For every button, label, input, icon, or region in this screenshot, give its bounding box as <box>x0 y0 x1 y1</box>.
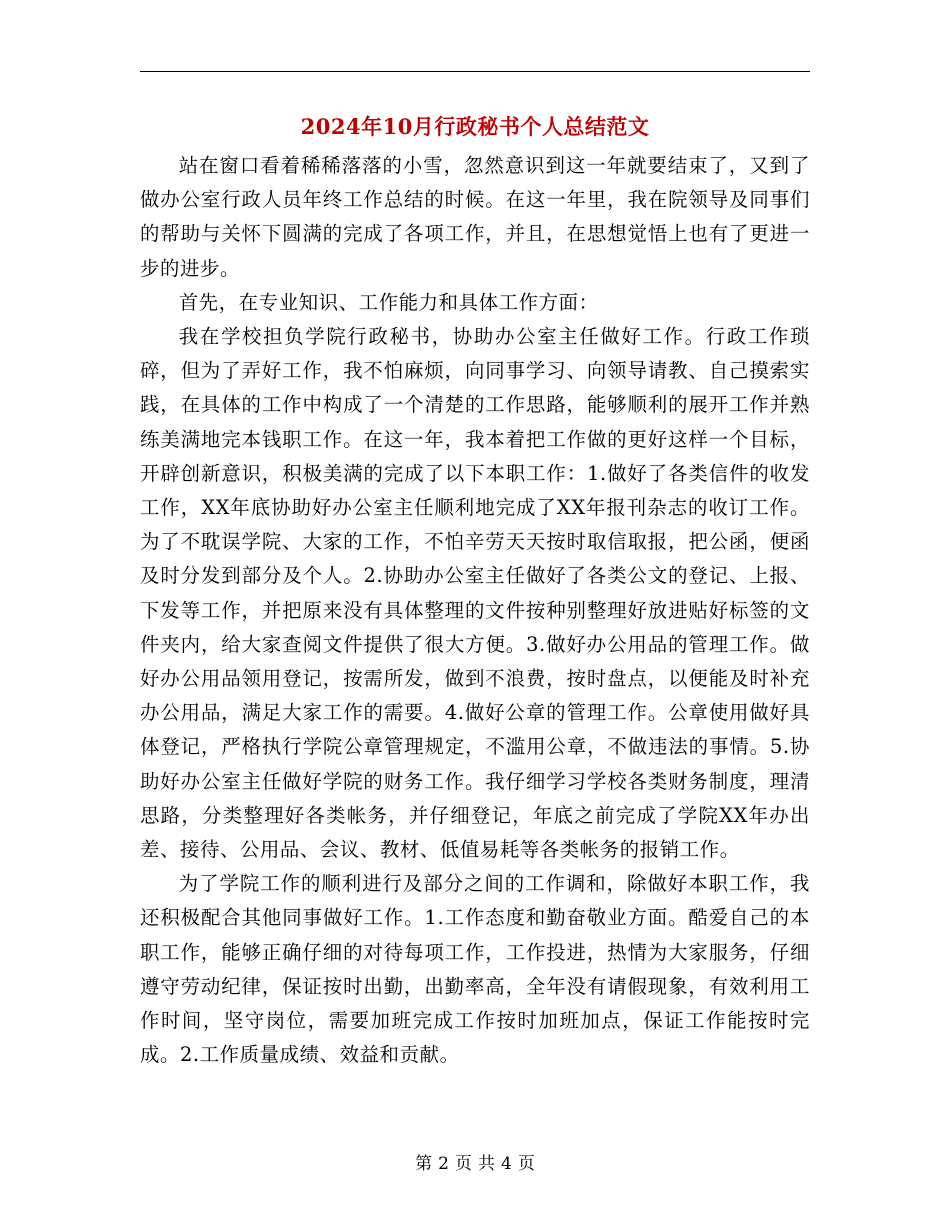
paragraph-section-heading: 首先，在专业知识、工作能力和具体工作方面： <box>178 290 599 314</box>
footer-total-unit: 页 <box>517 1154 535 1174</box>
paragraph-intro: 站在窗口看着稀稀落落的小雪，忽然意识到这一年就要结束了，又到了做办公室行政人员年终工作总结的时候。在这一年里，我在院领导及同事们的帮助与关怀下圆满的完成了各项工作，并且，在思想觉悟上也有了更进一步的进步。 <box>140 154 810 280</box>
header-rule <box>140 71 810 72</box>
document-title: 2024年10月行政秘书个人总结范文 <box>300 114 650 139</box>
paragraph-duties: 我在学校担负学院行政秘书，协助办公室主任做好工作。行政工作琐碎，但为了弄好工作，我不怕麻烦，向同事学习、向领导请教、自己摸索实践，在具体的工作中构成了一个清楚的工作思路，能够顺利的展开工作并熟练美满地完本钱职工作。在这一年，我本着把工作做的更好这样一个目标，开辟创新意识，积极美满的完成了以下本职工作：1.做好了各类信件的收发工作，XX年底协助好办公室主任顺利地完成了XX年报刊杂志的收订工作。为了不耽误学院、大家的工作，不怕辛劳天天按时取信取报，把公函，便函及时分发到部分及个人。2.协助办公室主任做好了各类公文的登记、上报、下发等工作，并把原来没有具体整理的文件按种别整理好放进贴好标签的文件夹内，给大家查阅文件提供了很大方便。3.做好办公用品的管理工作。做好办公用品领用登记，按需所发，做到不浪费，按时盘点，以便能及时补充办公用品，满足大家工作的需要。4.做好公章的管理工作。公章使用做好具体登记，严格执行学院公章管理规定，不滥用公章，不做违法的事情。5.协助好办公室主任做好学院的财务工作。我仔细学习学校各类财务制度，理清思路，分类整理好各类帐务，并仔细登记，年底之前完成了学院XX年办出差、接待、公用品、会议、教材、低值易耗等各类帐务的报销工作。 <box>140 325 810 862</box>
footer-total-label: 共 <box>478 1154 495 1174</box>
footer-page-total: 4 <box>501 1154 512 1174</box>
footer-page-current: 2 <box>438 1154 449 1174</box>
footer-page-label: 第 <box>415 1154 433 1174</box>
page-footer <box>140 1152 810 1176</box>
paragraph-cooperation: 为了学院工作的顺利进行及部分之间的工作调和，除做好本职工作，我还积极配合其他同事做好工作。1.工作态度和勤奋敬业方面。酷爱自己的本职工作，能够正确仔细的对待每项工作，工作投进，热情为大家服务，仔细遵守劳动纪律，保证按时出勤，出勤率高，全年没有请假现象，有效利用工作时间，坚守岗位，需要加班完成工作按时加班加点，保证工作能按时完成。2.工作质量成绩、效益和贡献。 <box>140 872 810 1067</box>
document-body <box>140 149 810 1072</box>
footer-page-unit: 页 <box>455 1154 472 1174</box>
